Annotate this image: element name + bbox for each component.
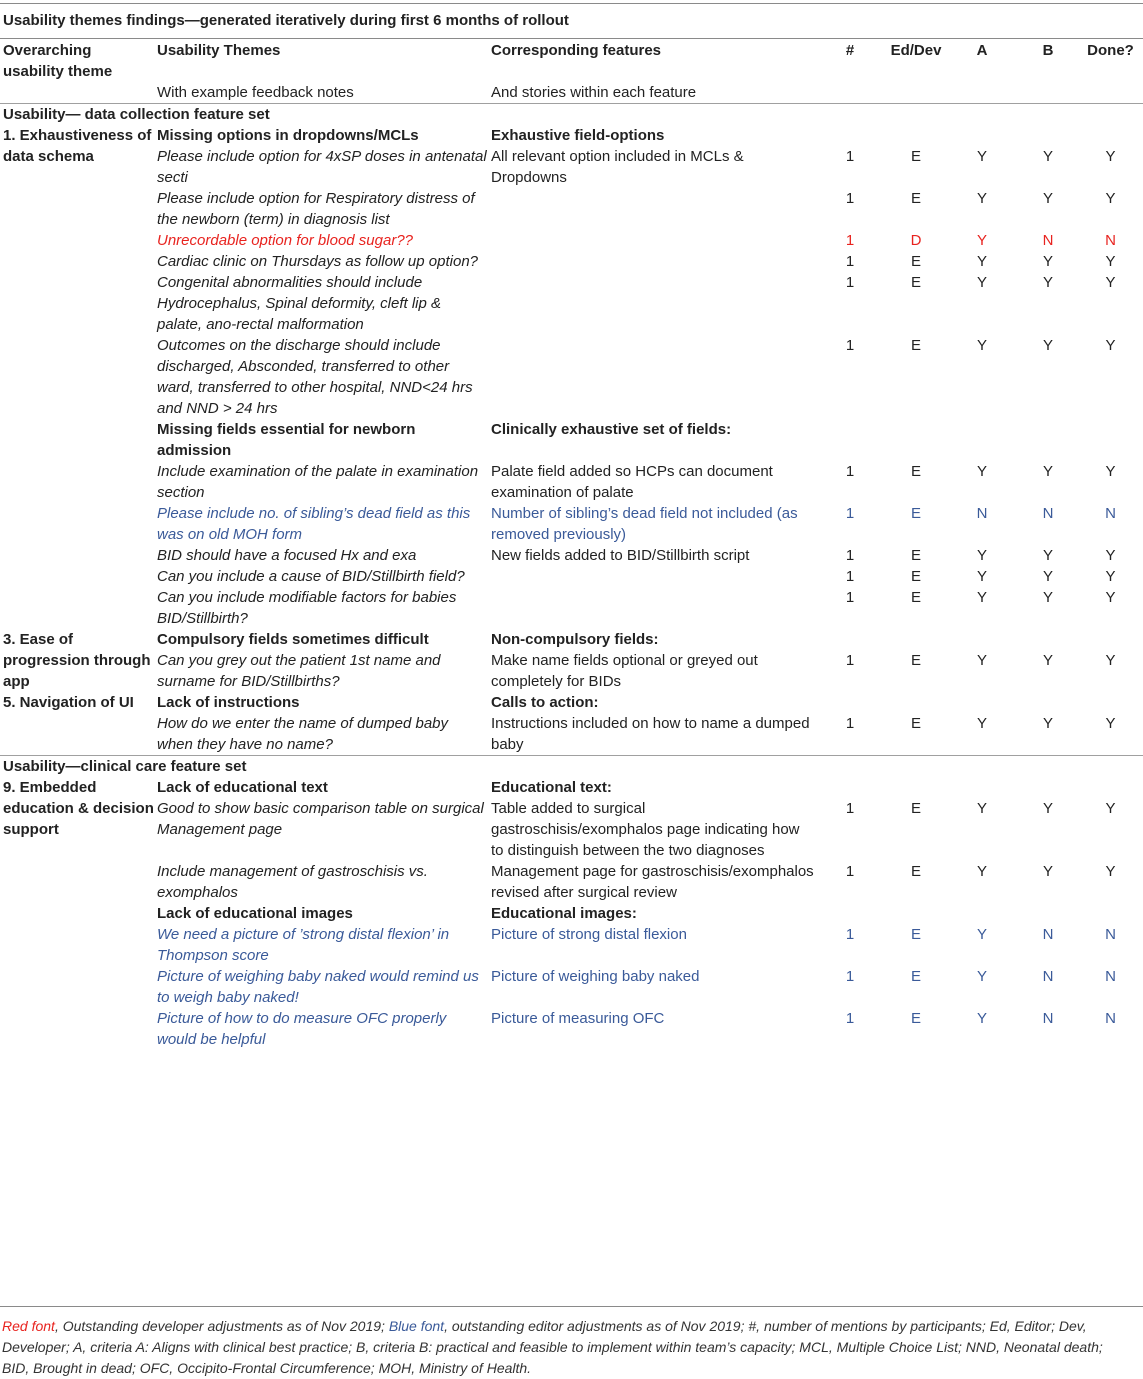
criteria-a-value: Y — [976, 589, 987, 606]
feature-heading: Non-compulsory fields: — [491, 631, 659, 648]
criteria-b-value: N — [1042, 1010, 1054, 1027]
feedback-note: Unrecordable option for blood sugar?? — [157, 232, 414, 249]
feature-story: New fields added to BID/Stillbirth script — [491, 547, 750, 564]
done-value: N — [1105, 232, 1116, 249]
ed-dev-value: E — [910, 1010, 921, 1027]
feedback-note: We need a picture of ’strong distal flexion’ in Thompson score — [157, 926, 450, 964]
overarching-theme-5: 5. Navigation of UI — [3, 694, 134, 711]
header-a: A — [976, 42, 988, 59]
done-value: Y — [1105, 863, 1116, 880]
criteria-b-value: Y — [1042, 190, 1053, 207]
criteria-a-value: Y — [976, 568, 987, 585]
table-row — [0, 251, 1143, 272]
criteria-a-value: Y — [976, 274, 987, 291]
section-clinical-care: Usability—clinical care feature set — [3, 758, 247, 775]
feedback-note: Cardiac clinic on Thursdays as follow up option? — [157, 253, 478, 270]
ed-dev-value: E — [910, 968, 921, 985]
table-row — [0, 650, 1143, 692]
group-row — [0, 125, 1143, 146]
done-value: Y — [1105, 337, 1116, 354]
feedback-note: Can you grey out the patient 1st name and surname for BID/Stillbirths? — [157, 652, 441, 690]
feedback-note: Include examination of the palate in examination section — [157, 463, 479, 501]
feature-story — [488, 335, 814, 419]
table-row — [0, 545, 1143, 566]
done-value: Y — [1105, 568, 1116, 585]
feature-story: Instructions included on how to name a dumped baby — [491, 715, 810, 753]
criteria-a-value: Y — [976, 652, 987, 669]
done-value: Y — [1105, 547, 1116, 564]
table-row — [0, 798, 1143, 861]
footnote-blue-label: Blue font — [388, 1318, 445, 1334]
mentions-count: 1 — [845, 926, 855, 943]
criteria-b-value: Y — [1042, 589, 1053, 606]
feedback-note: Picture of how to do measure OFC properly would be helpful — [157, 1010, 447, 1048]
criteria-b-value: Y — [1042, 337, 1053, 354]
feature-story: Table added to surgical gastroschisis/exomphalos page indicating how to distinguish between the two diagnoses — [491, 800, 800, 859]
feedback-note: Picture of weighing baby naked would remind us to weigh baby naked! — [157, 968, 479, 1006]
done-value: N — [1105, 968, 1116, 985]
feedback-note: BID should have a focused Hx and exa — [157, 547, 417, 564]
done-value: N — [1105, 505, 1116, 522]
group-row — [0, 419, 1143, 461]
criteria-a-value: Y — [976, 148, 987, 165]
feature-story: Number of sibling’s dead field not included (as removed previously) — [491, 505, 798, 543]
mentions-count: 1 — [845, 589, 855, 606]
header-corresponding-features: Corresponding features — [491, 42, 662, 59]
usability-theme: Missing options in dropdowns/MCLs — [157, 127, 419, 144]
group-row — [0, 777, 1143, 798]
criteria-b-value: N — [1042, 505, 1054, 522]
feature-heading: Educational images: — [491, 905, 637, 922]
ed-dev-value: E — [910, 190, 921, 207]
feature-story: All relevant option included in MCLs & Dropdowns — [491, 148, 744, 186]
mentions-count: 1 — [845, 190, 855, 207]
table-row — [0, 966, 1143, 1008]
done-value: Y — [1105, 652, 1116, 669]
criteria-b-value: N — [1042, 968, 1054, 985]
usability-theme: Lack of educational text — [157, 779, 328, 796]
group-row — [0, 903, 1143, 924]
section-row — [0, 756, 1143, 777]
criteria-b-value: Y — [1042, 463, 1053, 480]
table-row — [0, 146, 1143, 188]
criteria-b-value: N — [1042, 926, 1054, 943]
table-row — [0, 713, 1143, 756]
mentions-count: 1 — [845, 652, 855, 669]
group-row — [0, 692, 1143, 713]
criteria-b-value: Y — [1042, 253, 1053, 270]
criteria-a-value: Y — [976, 926, 987, 943]
feature-story: Picture of weighing baby naked — [491, 968, 700, 985]
criteria-b-value: Y — [1042, 652, 1053, 669]
mentions-count: 1 — [845, 715, 855, 732]
done-value: N — [1105, 926, 1116, 943]
ed-dev-value: E — [910, 568, 921, 585]
ed-dev-value: E — [910, 253, 921, 270]
feature-story: Make name fields optional or greyed out completely for BIDs — [491, 652, 758, 690]
criteria-a-value: Y — [976, 547, 987, 564]
caption-rule — [0, 38, 1143, 39]
feature-story: Picture of strong distal flexion — [491, 926, 687, 943]
subheader-stories: And stories within each feature — [491, 84, 697, 101]
feature-story: Picture of measuring OFC — [491, 1010, 665, 1027]
ed-dev-value: E — [910, 800, 921, 817]
section-data-collection: Usability— data collection feature set — [3, 106, 270, 123]
table-row — [0, 272, 1143, 335]
ed-dev-value: E — [910, 652, 921, 669]
mentions-count: 1 — [845, 337, 855, 354]
criteria-a-value: Y — [976, 253, 987, 270]
feature-heading: Exhaustive field-options — [491, 127, 665, 144]
usability-theme: Missing fields essential for newborn admission — [157, 421, 416, 459]
feature-story — [488, 566, 814, 587]
table-row — [0, 503, 1143, 545]
feedback-note: How do we enter the name of dumped baby when they have no name? — [157, 715, 449, 753]
footer-rule — [0, 1306, 1143, 1307]
footnote-red-text: , Outstanding developer adjustments as of Nov 2019; — [54, 1318, 389, 1334]
header-b: B — [1042, 42, 1054, 59]
done-value: Y — [1105, 800, 1116, 817]
ed-dev-value: E — [910, 505, 921, 522]
done-value: Y — [1105, 274, 1116, 291]
feedback-note: Please include option for Respiratory distress of the newborn (term) in diagnosis list — [157, 190, 475, 228]
header-done: Done? — [1087, 42, 1134, 59]
feedback-note: Please include option for 4xSP doses in antenatal secti — [157, 148, 487, 186]
mentions-count: 1 — [845, 148, 855, 165]
feedback-note: Can you include a cause of BID/Stillbirth field? — [157, 568, 465, 585]
usability-theme: Lack of educational images — [157, 905, 353, 922]
done-value: Y — [1105, 589, 1116, 606]
ed-dev-value: E — [910, 148, 921, 165]
mentions-count: 1 — [845, 505, 855, 522]
criteria-b-value: N — [1042, 232, 1054, 249]
table-row — [0, 924, 1143, 966]
feature-story — [488, 587, 814, 629]
header-row — [0, 40, 1143, 82]
feature-heading: Educational text: — [491, 779, 612, 796]
criteria-a-value: N — [976, 505, 988, 522]
feature-story — [488, 188, 814, 230]
criteria-a-value: Y — [976, 715, 987, 732]
criteria-a-value: Y — [976, 800, 987, 817]
criteria-b-value: Y — [1042, 547, 1053, 564]
group-row — [0, 629, 1143, 650]
usability-theme: Lack of instructions — [157, 694, 300, 711]
criteria-a-value: Y — [976, 337, 987, 354]
footnote-red-label: Red font — [2, 1318, 55, 1334]
table-row — [0, 230, 1143, 251]
done-value: Y — [1105, 253, 1116, 270]
feedback-note: Congenital abnormalities should include Hydrocephalus, Spinal deformity, cleft lip & palate, ano-rectal malformation — [157, 274, 442, 333]
ed-dev-value: E — [910, 337, 921, 354]
criteria-b-value: Y — [1042, 274, 1053, 291]
header-count: # — [845, 42, 855, 59]
top-rule — [0, 3, 1143, 4]
feature-story: Management page for gastroschisis/exomphalos revised after surgical review — [491, 863, 814, 901]
mentions-count: 1 — [845, 968, 855, 985]
table-row — [0, 335, 1143, 419]
table-row — [0, 188, 1143, 230]
table-caption: Usability themes findings—generated iteratively during first 6 months of rollout — [3, 12, 569, 29]
mentions-count: 1 — [845, 547, 855, 564]
criteria-a-value: Y — [976, 1010, 987, 1027]
mentions-count: 1 — [845, 800, 855, 817]
table-row — [0, 461, 1143, 503]
feedback-note: Please include no. of sibling’s dead field as this was on old MOH form — [157, 505, 471, 543]
overarching-theme-3: 3. Ease of progression through app — [3, 631, 151, 690]
table-footnote — [2, 1316, 1132, 1379]
criteria-a-value: Y — [976, 968, 987, 985]
table-row — [0, 566, 1143, 587]
header-ed-dev: Ed/Dev — [890, 42, 942, 59]
mentions-count: 1 — [845, 463, 855, 480]
feedback-note: Can you include modifiable factors for babies BID/Stillbirth? — [157, 589, 457, 627]
feature-heading: Calls to action: — [491, 694, 599, 711]
criteria-a-value: Y — [976, 463, 987, 480]
done-value: Y — [1105, 148, 1116, 165]
feedback-note: Outcomes on the discharge should include discharged, Absconded, transferred to other ward, transferred to other hospital, NND<24 hrs and NND > 24 hrs — [157, 337, 473, 417]
section-row — [0, 104, 1143, 125]
mentions-count: 1 — [845, 863, 855, 880]
table-row — [0, 861, 1143, 903]
criteria-b-value: Y — [1042, 715, 1053, 732]
criteria-a-value: Y — [976, 190, 987, 207]
usability-table — [0, 40, 1143, 1050]
header-overarching: Overarching usability theme — [3, 42, 113, 80]
overarching-theme-9: 9. Embedded education & decision support — [3, 779, 154, 838]
feature-story — [488, 230, 814, 251]
header-usability-themes: Usability Themes — [157, 42, 281, 59]
mentions-count: 1 — [845, 232, 855, 249]
done-value: N — [1105, 1010, 1116, 1027]
mentions-count: 1 — [845, 274, 855, 291]
feature-story — [488, 272, 814, 335]
ed-dev-value: E — [910, 463, 921, 480]
feature-story — [488, 251, 814, 272]
feature-heading: Clinically exhaustive set of fields: — [491, 421, 732, 438]
criteria-a-value: Y — [976, 863, 987, 880]
criteria-b-value: Y — [1042, 800, 1053, 817]
ed-dev-value: E — [910, 863, 921, 880]
subheader-feedback: With example feedback notes — [157, 84, 354, 101]
done-value: Y — [1105, 715, 1116, 732]
ed-dev-value: D — [910, 232, 922, 249]
feature-story: Palate field added so HCPs can document examination of palate — [491, 463, 773, 501]
table-row — [0, 587, 1143, 629]
mentions-count: 1 — [845, 568, 855, 585]
criteria-a-value: Y — [976, 232, 987, 249]
footnote-rest: , outstanding editor adjustments as of Nov 2019; #, number of mentions by participants; Ed, Editor; Dev, Developer; A, criteria A: Aligns with clinical best practice; B, criteria B: practical and feasible to implement within team’s capacity; MCL, Multiple Choice List; NND, Neonatal death; BID, Brought in dead; OFC, Occipito-Frontal Circumference; MOH, Ministry of Health. — [2, 1318, 1103, 1376]
mentions-count: 1 — [845, 1010, 855, 1027]
ed-dev-value: E — [910, 547, 921, 564]
done-value: Y — [1105, 463, 1116, 480]
criteria-b-value: Y — [1042, 863, 1053, 880]
ed-dev-value: E — [910, 715, 921, 732]
done-value: Y — [1105, 190, 1116, 207]
subheader-row — [0, 82, 1143, 104]
mentions-count: 1 — [845, 253, 855, 270]
criteria-b-value: Y — [1042, 568, 1053, 585]
feedback-note: Good to show basic comparison table on surgical Management page — [157, 800, 484, 838]
usability-theme: Compulsory fields sometimes difficult — [157, 631, 429, 648]
feedback-note: Include management of gastroschisis vs. exomphalos — [157, 863, 428, 901]
overarching-theme-1: 1. Exhaustiveness of data schema — [3, 127, 152, 165]
table-row — [0, 1008, 1143, 1050]
ed-dev-value: E — [910, 274, 921, 291]
criteria-b-value: Y — [1042, 148, 1053, 165]
ed-dev-value: E — [910, 926, 921, 943]
ed-dev-value: E — [910, 589, 921, 606]
